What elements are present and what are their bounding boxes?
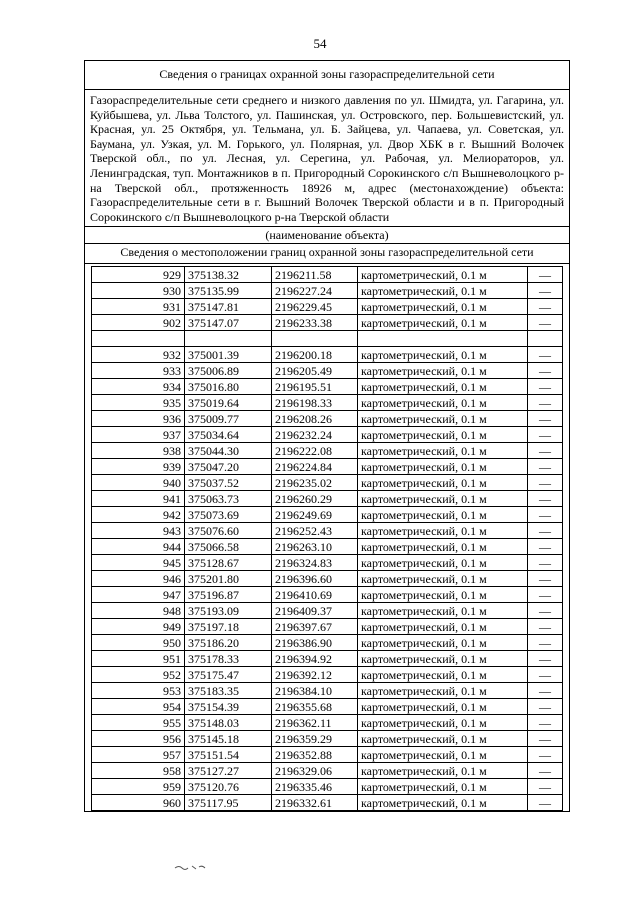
accuracy-cell: — bbox=[528, 443, 563, 459]
point-number-cell: 949 bbox=[92, 619, 185, 635]
table-row bbox=[92, 635, 563, 651]
accuracy-cell: — bbox=[528, 763, 563, 779]
method-cell: картометрический, 0.1 м bbox=[358, 523, 528, 539]
object-caption: (наименование объекта) bbox=[85, 227, 569, 244]
y-coordinate-cell: 2196195.51 bbox=[272, 379, 358, 395]
method-cell: картометрический, 0.1 м bbox=[358, 715, 528, 731]
point-number-cell: 959 bbox=[92, 779, 185, 795]
x-coordinate-cell: 375145.18 bbox=[185, 731, 272, 747]
accuracy-cell: — bbox=[528, 379, 563, 395]
table-row bbox=[92, 459, 563, 475]
table-row bbox=[92, 667, 563, 683]
method-cell: картометрический, 0.1 м bbox=[358, 459, 528, 475]
method-cell: картометрический, 0.1 м bbox=[358, 731, 528, 747]
accuracy-cell: — bbox=[528, 715, 563, 731]
y-coordinate-cell: 2196260.29 bbox=[272, 491, 358, 507]
point-number-cell: 931 bbox=[92, 299, 185, 315]
point-number-cell: 947 bbox=[92, 587, 185, 603]
x-coordinate-cell: 375147.07 bbox=[185, 315, 272, 331]
method-cell: картометрический, 0.1 м bbox=[358, 315, 528, 331]
point-number-cell: 939 bbox=[92, 459, 185, 475]
method-cell: картометрический, 0.1 м bbox=[358, 667, 528, 683]
method-cell: картометрический, 0.1 м bbox=[358, 363, 528, 379]
x-coordinate-cell: 375183.35 bbox=[185, 683, 272, 699]
table-row bbox=[92, 571, 563, 587]
table-row bbox=[92, 395, 563, 411]
point-number-cell: 902 bbox=[92, 315, 185, 331]
y-coordinate-cell: 2196332.61 bbox=[272, 795, 358, 811]
accuracy-cell: — bbox=[528, 747, 563, 763]
accuracy-cell: — bbox=[528, 651, 563, 667]
table-row bbox=[92, 267, 563, 283]
y-coordinate-cell: 2196392.12 bbox=[272, 667, 358, 683]
table-row bbox=[92, 331, 563, 347]
table-row bbox=[92, 779, 563, 795]
x-coordinate-cell: 375034.64 bbox=[185, 427, 272, 443]
pen-mark bbox=[174, 863, 210, 871]
accuracy-cell: — bbox=[528, 571, 563, 587]
y-coordinate-cell: 2196410.69 bbox=[272, 587, 358, 603]
point-number-cell: 950 bbox=[92, 635, 185, 651]
accuracy-cell bbox=[528, 331, 563, 347]
method-cell: картометрический, 0.1 м bbox=[358, 795, 528, 811]
y-coordinate-cell: 2196227.24 bbox=[272, 283, 358, 299]
point-number-cell: 945 bbox=[92, 555, 185, 571]
table-row bbox=[92, 443, 563, 459]
table-row bbox=[92, 507, 563, 523]
method-cell: картометрический, 0.1 м bbox=[358, 539, 528, 555]
accuracy-cell: — bbox=[528, 491, 563, 507]
table-row bbox=[92, 795, 563, 811]
method-cell: картометрический, 0.1 м bbox=[358, 475, 528, 491]
coordinates-table-body bbox=[92, 267, 563, 811]
object-description: Газораспределительные сети среднего и низкого давления по ул. Шмидта, ул. Гагарина, ул. Куйбышева, ул. Льва Толстого, ул. Пашинская, ул. Островского, пер. Большевистский, ул. Красная, ул. 25 Октября, ул. Тельмана, ул. Б. Зайцева, ул. Чапаева, ул. Советская, ул. Баумана, ул. Узкая, ул. М. Горького, ул. Полярная, ул. Двор ХБК в г. Вышний Волочек Тверской обл., по ул. Лесная, ул. Серегина, ул. Рабочая, ул. Мелиораторов, ул. Ленинградская, туп. Монтажников в п. Пригородный Сорокинского с/п Вышневолоцкого р-на Тверской обл., протяженность 18926 м, адрес (местонахождение) объекта: Газораспределительные сети в г. Вышний Волочек Тверской области и в п. Пригородный Сорокинского с/п Вышневолоцкого р-на Тверской области bbox=[85, 90, 569, 227]
x-coordinate-cell: 375135.99 bbox=[185, 283, 272, 299]
x-coordinate-cell: 375151.54 bbox=[185, 747, 272, 763]
accuracy-cell: — bbox=[528, 619, 563, 635]
method-cell: картометрический, 0.1 м bbox=[358, 411, 528, 427]
accuracy-cell: — bbox=[528, 315, 563, 331]
table-row bbox=[92, 539, 563, 555]
page-number: 54 bbox=[313, 36, 327, 51]
point-number-cell: 953 bbox=[92, 683, 185, 699]
y-coordinate-cell: 2196386.90 bbox=[272, 635, 358, 651]
y-coordinate-cell: 2196384.10 bbox=[272, 683, 358, 699]
x-coordinate-cell: 375128.67 bbox=[185, 555, 272, 571]
accuracy-cell: — bbox=[528, 555, 563, 571]
method-cell: картометрический, 0.1 м bbox=[358, 683, 528, 699]
method-cell: картометрический, 0.1 м bbox=[358, 267, 528, 283]
point-number-cell: 955 bbox=[92, 715, 185, 731]
table-row bbox=[92, 363, 563, 379]
point-number-cell: 946 bbox=[92, 571, 185, 587]
point-number-cell: 932 bbox=[92, 347, 185, 363]
table-row bbox=[92, 491, 563, 507]
accuracy-cell: — bbox=[528, 539, 563, 555]
accuracy-cell: — bbox=[528, 603, 563, 619]
method-cell: картометрический, 0.1 м bbox=[358, 571, 528, 587]
method-cell: картометрический, 0.1 м bbox=[358, 763, 528, 779]
x-coordinate-cell: 375196.87 bbox=[185, 587, 272, 603]
table-row bbox=[92, 731, 563, 747]
point-number-cell: 956 bbox=[92, 731, 185, 747]
point-number-cell: 960 bbox=[92, 795, 185, 811]
accuracy-cell: — bbox=[528, 795, 563, 811]
y-coordinate-cell: 2196397.67 bbox=[272, 619, 358, 635]
point-number-cell: 954 bbox=[92, 699, 185, 715]
x-coordinate-cell: 375016.80 bbox=[185, 379, 272, 395]
x-coordinate-cell: 375186.20 bbox=[185, 635, 272, 651]
accuracy-cell: — bbox=[528, 587, 563, 603]
point-number-cell: 941 bbox=[92, 491, 185, 507]
point-number-cell: 929 bbox=[92, 267, 185, 283]
accuracy-cell: — bbox=[528, 667, 563, 683]
table-row bbox=[92, 587, 563, 603]
accuracy-cell: — bbox=[528, 395, 563, 411]
y-coordinate-cell: 2196198.33 bbox=[272, 395, 358, 411]
method-cell bbox=[358, 331, 528, 347]
method-cell: картометрический, 0.1 м bbox=[358, 555, 528, 571]
table-row bbox=[92, 715, 563, 731]
y-coordinate-cell bbox=[272, 331, 358, 347]
y-coordinate-cell: 2196249.69 bbox=[272, 507, 358, 523]
y-coordinate-cell: 2196200.18 bbox=[272, 347, 358, 363]
point-number-cell bbox=[92, 331, 185, 347]
x-coordinate-cell: 375037.52 bbox=[185, 475, 272, 491]
method-cell: картометрический, 0.1 м bbox=[358, 283, 528, 299]
y-coordinate-cell: 2196324.83 bbox=[272, 555, 358, 571]
method-cell: картометрический, 0.1 м bbox=[358, 635, 528, 651]
y-coordinate-cell: 2196235.02 bbox=[272, 475, 358, 491]
x-coordinate-cell: 375044.30 bbox=[185, 443, 272, 459]
method-cell: картометрический, 0.1 м bbox=[358, 395, 528, 411]
table-row bbox=[92, 555, 563, 571]
coordinates-table bbox=[91, 266, 563, 811]
x-coordinate-cell: 375197.18 bbox=[185, 619, 272, 635]
table-row bbox=[92, 683, 563, 699]
table-row bbox=[92, 427, 563, 443]
method-cell: картометрический, 0.1 м bbox=[358, 587, 528, 603]
point-number-cell: 935 bbox=[92, 395, 185, 411]
x-coordinate-cell: 375073.69 bbox=[185, 507, 272, 523]
accuracy-cell: — bbox=[528, 299, 563, 315]
x-coordinate-cell: 375009.77 bbox=[185, 411, 272, 427]
point-number-cell: 942 bbox=[92, 507, 185, 523]
y-coordinate-cell: 2196222.08 bbox=[272, 443, 358, 459]
point-number-cell: 951 bbox=[92, 651, 185, 667]
method-cell: картометрический, 0.1 м bbox=[358, 347, 528, 363]
y-coordinate-cell: 2196229.45 bbox=[272, 299, 358, 315]
x-coordinate-cell: 375006.89 bbox=[185, 363, 272, 379]
method-cell: картометрический, 0.1 м bbox=[358, 379, 528, 395]
x-coordinate-cell: 375127.27 bbox=[185, 763, 272, 779]
table-row bbox=[92, 411, 563, 427]
accuracy-cell: — bbox=[528, 283, 563, 299]
accuracy-cell: — bbox=[528, 459, 563, 475]
accuracy-cell: — bbox=[528, 523, 563, 539]
table-row bbox=[92, 523, 563, 539]
method-cell: картометрический, 0.1 м bbox=[358, 603, 528, 619]
accuracy-cell: — bbox=[528, 507, 563, 523]
accuracy-cell: — bbox=[528, 347, 563, 363]
x-coordinate-cell: 375201.80 bbox=[185, 571, 272, 587]
y-coordinate-cell: 2196233.38 bbox=[272, 315, 358, 331]
accuracy-cell: — bbox=[528, 411, 563, 427]
point-number-cell: 943 bbox=[92, 523, 185, 539]
point-number-cell: 952 bbox=[92, 667, 185, 683]
method-cell: картометрический, 0.1 м bbox=[358, 651, 528, 667]
method-cell: картометрический, 0.1 м bbox=[358, 507, 528, 523]
x-coordinate-cell: 375076.60 bbox=[185, 523, 272, 539]
y-coordinate-cell: 2196263.10 bbox=[272, 539, 358, 555]
table-row bbox=[92, 315, 563, 331]
method-cell: картометрический, 0.1 м bbox=[358, 779, 528, 795]
method-cell: картометрический, 0.1 м bbox=[358, 747, 528, 763]
zone-info-frame bbox=[84, 60, 570, 812]
accuracy-cell: — bbox=[528, 635, 563, 651]
x-coordinate-cell: 375147.81 bbox=[185, 299, 272, 315]
point-number-cell: 958 bbox=[92, 763, 185, 779]
y-coordinate-cell: 2196359.29 bbox=[272, 731, 358, 747]
point-number-cell: 948 bbox=[92, 603, 185, 619]
x-coordinate-cell: 375148.03 bbox=[185, 715, 272, 731]
point-number-cell: 944 bbox=[92, 539, 185, 555]
table-row bbox=[92, 283, 563, 299]
y-coordinate-cell: 2196211.58 bbox=[272, 267, 358, 283]
table-row bbox=[92, 379, 563, 395]
table-row bbox=[92, 747, 563, 763]
x-coordinate-cell: 375019.64 bbox=[185, 395, 272, 411]
x-coordinate-cell: 375154.39 bbox=[185, 699, 272, 715]
x-coordinate-cell: 375193.09 bbox=[185, 603, 272, 619]
x-coordinate-cell: 375066.58 bbox=[185, 539, 272, 555]
y-coordinate-cell: 2196252.43 bbox=[272, 523, 358, 539]
accuracy-cell: — bbox=[528, 363, 563, 379]
table-row bbox=[92, 651, 563, 667]
y-coordinate-cell: 2196329.06 bbox=[272, 763, 358, 779]
x-coordinate-cell: 375117.95 bbox=[185, 795, 272, 811]
y-coordinate-cell: 2196396.60 bbox=[272, 571, 358, 587]
point-number-cell: 936 bbox=[92, 411, 185, 427]
x-coordinate-cell: 375178.33 bbox=[185, 651, 272, 667]
x-coordinate-cell: 375138.32 bbox=[185, 267, 272, 283]
x-coordinate-cell: 375120.76 bbox=[185, 779, 272, 795]
accuracy-cell: — bbox=[528, 267, 563, 283]
accuracy-cell: — bbox=[528, 427, 563, 443]
method-cell: картометрический, 0.1 м bbox=[358, 443, 528, 459]
y-coordinate-cell: 2196355.68 bbox=[272, 699, 358, 715]
accuracy-cell: — bbox=[528, 779, 563, 795]
method-cell: картометрический, 0.1 м bbox=[358, 619, 528, 635]
point-number-cell: 938 bbox=[92, 443, 185, 459]
table-row bbox=[92, 475, 563, 491]
table-row bbox=[92, 299, 563, 315]
x-coordinate-cell: 375063.73 bbox=[185, 491, 272, 507]
x-coordinate-cell: 375001.39 bbox=[185, 347, 272, 363]
x-coordinate-cell: 375047.20 bbox=[185, 459, 272, 475]
accuracy-cell: — bbox=[528, 683, 563, 699]
accuracy-cell: — bbox=[528, 699, 563, 715]
point-number-cell: 957 bbox=[92, 747, 185, 763]
point-number-cell: 934 bbox=[92, 379, 185, 395]
method-cell: картометрический, 0.1 м bbox=[358, 699, 528, 715]
y-coordinate-cell: 2196352.88 bbox=[272, 747, 358, 763]
table-row bbox=[92, 619, 563, 635]
table-row bbox=[92, 603, 563, 619]
method-cell: картометрический, 0.1 м bbox=[358, 491, 528, 507]
section-title: Сведения о границах охранной зоны газораспределительной сети bbox=[85, 61, 569, 90]
y-coordinate-cell: 2196208.26 bbox=[272, 411, 358, 427]
table-row bbox=[92, 699, 563, 715]
y-coordinate-cell: 2196224.84 bbox=[272, 459, 358, 475]
point-number-cell: 933 bbox=[92, 363, 185, 379]
point-number-cell: 937 bbox=[92, 427, 185, 443]
accuracy-cell: — bbox=[528, 731, 563, 747]
point-number-cell: 930 bbox=[92, 283, 185, 299]
y-coordinate-cell: 2196409.37 bbox=[272, 603, 358, 619]
x-coordinate-cell: 375175.47 bbox=[185, 667, 272, 683]
location-title: Сведения о местоположении границ охранной зоны газораспределительной сети bbox=[85, 244, 569, 264]
coordinates-table-wrap bbox=[85, 264, 569, 811]
y-coordinate-cell: 2196232.24 bbox=[272, 427, 358, 443]
accuracy-cell: — bbox=[528, 475, 563, 491]
y-coordinate-cell: 2196362.11 bbox=[272, 715, 358, 731]
method-cell: картометрический, 0.1 м bbox=[358, 427, 528, 443]
y-coordinate-cell: 2196205.49 bbox=[272, 363, 358, 379]
table-row bbox=[92, 347, 563, 363]
table-row bbox=[92, 763, 563, 779]
y-coordinate-cell: 2196394.92 bbox=[272, 651, 358, 667]
method-cell: картометрический, 0.1 м bbox=[358, 299, 528, 315]
x-coordinate-cell bbox=[185, 331, 272, 347]
y-coordinate-cell: 2196335.46 bbox=[272, 779, 358, 795]
point-number-cell: 940 bbox=[92, 475, 185, 491]
